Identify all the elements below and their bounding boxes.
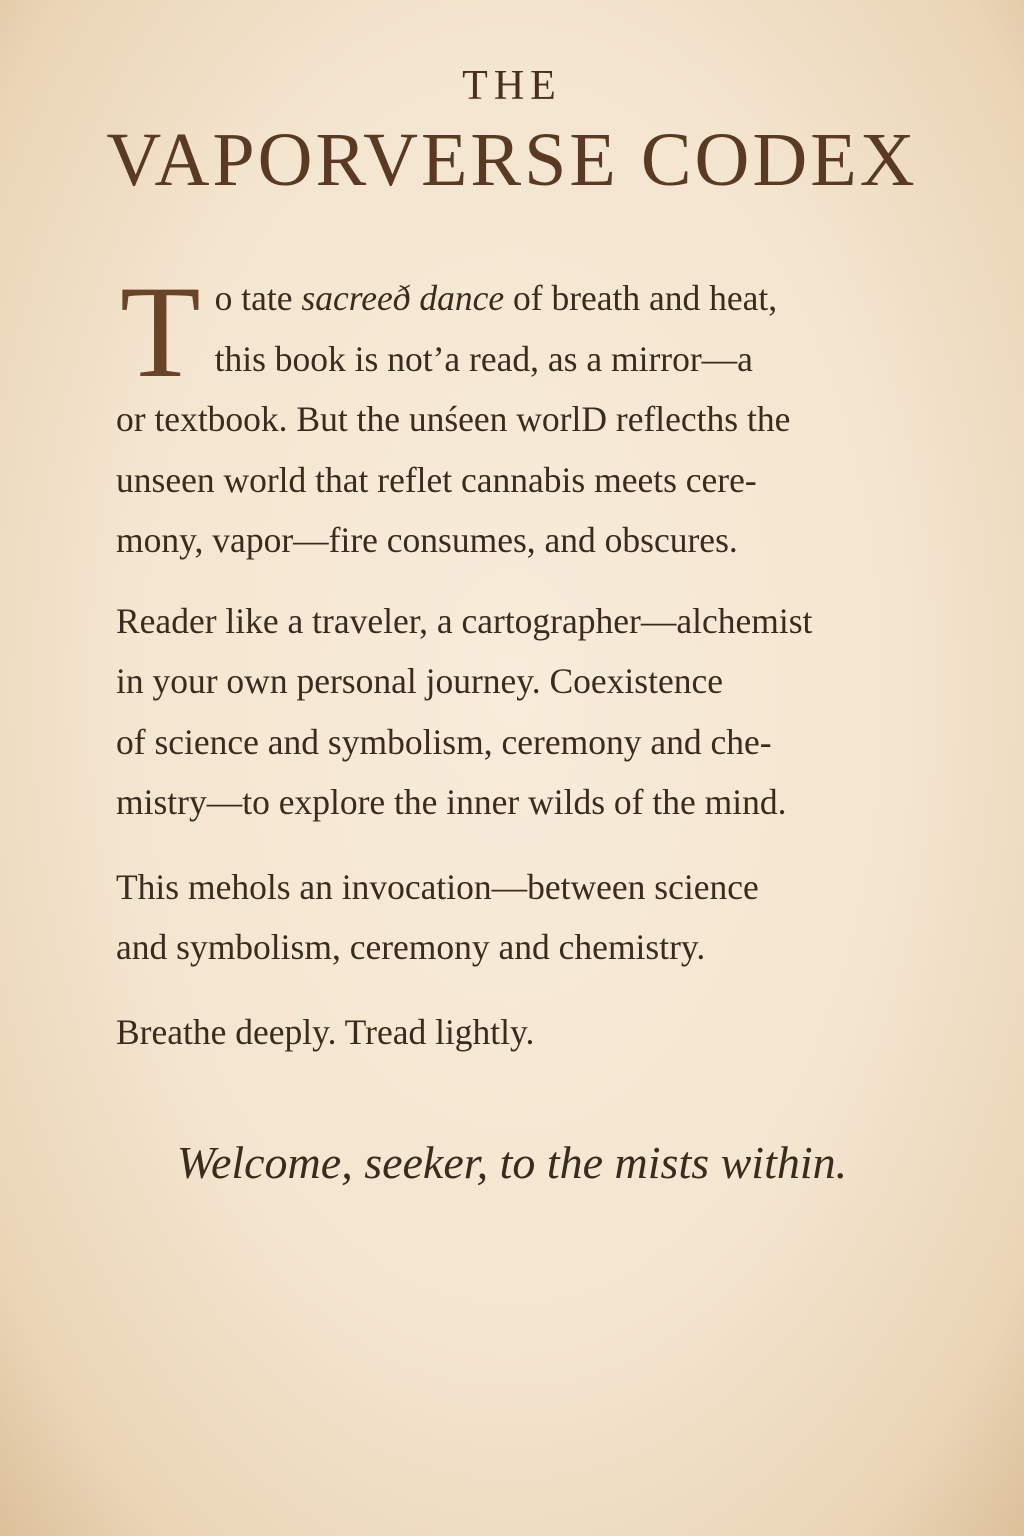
invocation-line-1: This mehols an invocation—between science (116, 866, 759, 907)
intro-line-3: or textbook. But the unśeen worlD reflecths the (116, 399, 791, 439)
reader-line-3: of science and symbolism, ceremony and che- (116, 721, 772, 762)
body-text (116, 258, 916, 1086)
paragraph-invocation (116, 857, 916, 978)
intro-line-4: unseen world that reflet cannabis meets cere- (116, 459, 757, 500)
title-article: THE (462, 63, 562, 109)
closing-line: Welcome, seeker, to the mists within. (176, 1137, 848, 1188)
invocation-line-2: and symbolism, ceremony and chemistry. (116, 927, 706, 967)
paragraph-breathe (116, 1002, 916, 1063)
intro-line-2: this book is not’a read, as a mirror—a (214, 338, 753, 379)
reader-line-2: in your own personal journey. Coexistence (116, 661, 723, 701)
intro-line-1-italic: sacreeð dance (301, 278, 505, 318)
intro-line-1-start: o tate (214, 278, 302, 318)
reader-line-4: mistry—to explore the inner wilds of the mind. (116, 782, 787, 822)
drop-cap: T (120, 258, 201, 405)
paragraph-intro (116, 258, 916, 571)
intro-line-1-end: of breath and heat, (504, 278, 778, 318)
page-title: VAPORVERSE CODEX (106, 118, 918, 202)
intro-line-5: mony, vapor—fire consumes, and obscures. (116, 520, 738, 560)
paragraph-reader (116, 591, 916, 833)
intro-line-1 (116, 268, 916, 329)
reader-line-1: Reader like a traveler, a cartographer—alchemist (116, 600, 813, 641)
breathe-line: Breathe deeply. Tread lightly. (116, 1011, 535, 1052)
